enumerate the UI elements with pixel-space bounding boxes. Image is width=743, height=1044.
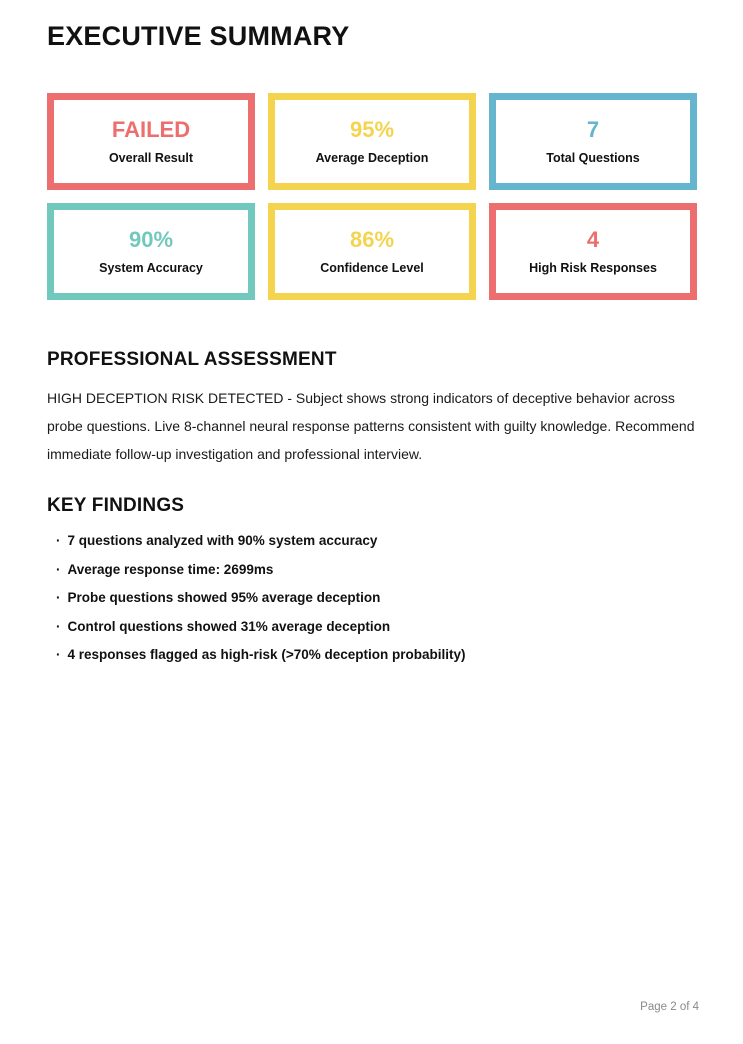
bullet-icon: ·: [56, 647, 61, 662]
bullet-icon: ·: [56, 561, 61, 577]
finding-text: Control questions showed 31% average deception: [67, 618, 391, 634]
finding-text: 4 responses flagged as high-risk (>70% deception probability): [67, 647, 466, 662]
assessment-body: HIGH DECEPTION RISK DETECTED - Subject shows strong indicators of deceptive behavior across probe questions. Live 8-channel neural response patterns consistent with guilty knowledge. Recommend immediate follow-up investigation and professional interview.: [47, 390, 695, 462]
stat-value: 90%: [128, 227, 174, 252]
stat-value: 4: [586, 227, 600, 252]
stat-value: 7: [586, 117, 600, 142]
stat-label: Confidence Level: [320, 261, 424, 275]
stat-cards-grid: [47, 93, 697, 300]
findings-heading: KEY FINDINGS: [47, 495, 185, 516]
finding-text: Average response time: 2699ms: [67, 561, 274, 577]
assessment-heading: PROFESSIONAL ASSESSMENT: [47, 349, 337, 370]
stat-label: Overall Result: [108, 151, 194, 165]
bullet-icon: ·: [56, 533, 61, 548]
stat-value: 95%: [349, 117, 395, 142]
stat-label: Total Questions: [546, 151, 640, 165]
stat-card-total-questions: [489, 93, 697, 190]
finding-item: [56, 619, 697, 634]
stat-card-confidence-level: [268, 203, 476, 300]
stat-card-average-deception: [268, 93, 476, 190]
finding-text: Probe questions showed 95% average deception: [67, 590, 381, 605]
bullet-icon: ·: [56, 590, 61, 605]
stat-label: Average Deception: [315, 151, 429, 165]
stat-card-high-risk-responses: [489, 203, 697, 300]
finding-item: [56, 647, 697, 662]
finding-item: [56, 533, 697, 548]
stat-value: 86%: [349, 227, 395, 252]
finding-item: [56, 562, 697, 577]
stat-card-system-accuracy: [47, 203, 255, 300]
page-title: EXECUTIVE SUMMARY: [47, 21, 350, 51]
stat-label: High Risk Responses: [529, 261, 657, 275]
findings-list: [47, 533, 697, 662]
finding-item: [56, 590, 697, 605]
page-number: Page 2 of 4: [640, 1001, 699, 1013]
stat-label: System Accuracy: [99, 261, 203, 275]
finding-text: 7 questions analyzed with 90% system accuracy: [67, 533, 378, 548]
stat-card-overall-result: [47, 93, 255, 190]
stat-value: FAILED: [111, 117, 191, 142]
bullet-icon: ·: [56, 618, 61, 634]
